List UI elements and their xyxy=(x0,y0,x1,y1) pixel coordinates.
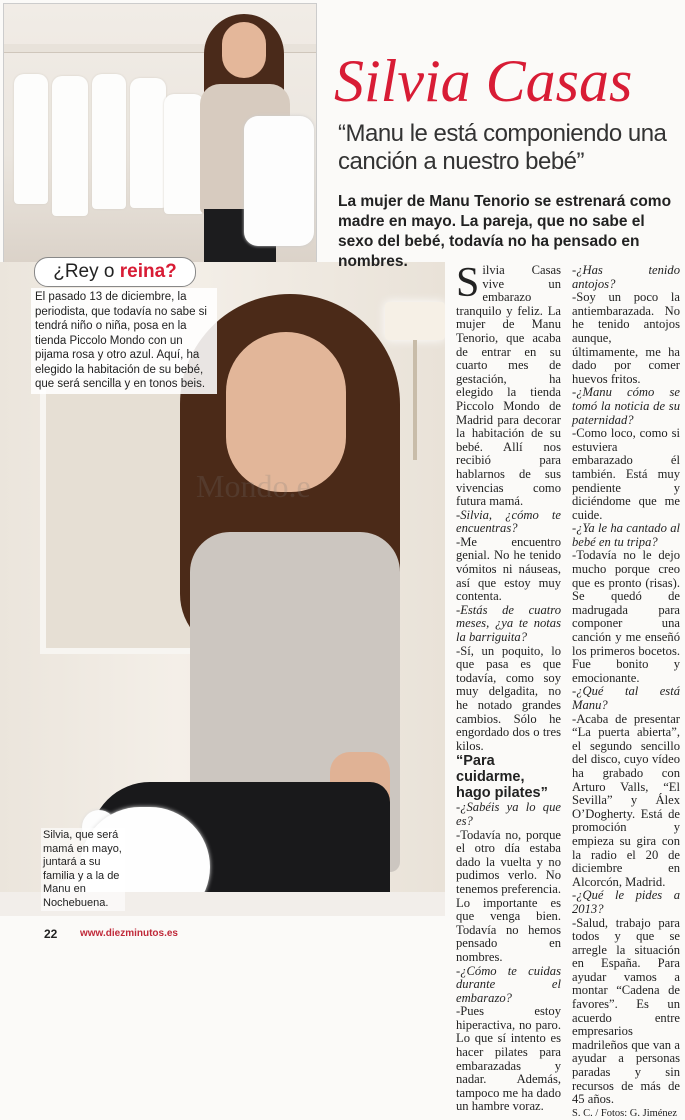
photo-caption-top: El pasado 13 de diciembre, la periodista, que todavía no sabe si tendrá niño o niña, posa en la tienda Piccolo Mondo con un pijama rosa y otro azul. Aquí, ha elegido la habitación de su bebé, que será sencilla y en tonos beis. xyxy=(31,288,217,394)
baby-garment xyxy=(92,74,126,209)
subtitle-quote: “Manu le está componiendo una canción a nuestro bebé” xyxy=(338,120,667,175)
white-onesie xyxy=(244,116,314,246)
dropcap: S xyxy=(456,260,480,306)
answer: -Como loco, como si estuviera embarazado él también. Está muy pendiente y diciéndome que me cuide. xyxy=(572,426,680,522)
badge-text: ¿Rey o xyxy=(53,261,120,282)
question: -¿Sabéis ya lo que es? xyxy=(456,800,561,828)
article-column-1 xyxy=(456,260,561,1114)
lamp xyxy=(385,302,445,340)
baby-garment xyxy=(164,94,204,214)
question: -¿Has tenido antojos? xyxy=(572,263,680,291)
photo-caption-bottom: Silvia, que será mamá en mayo, juntará a su familia y a la de Manu en Nochebuena. xyxy=(41,828,125,911)
question: -¿Manu cómo se tomó la noticia de su paternidad? xyxy=(572,385,680,427)
answer: -Sí, un poquito, lo que pasa es que todavía, como soy muy delgadita, no he notado grandes cambios. Sólo he engordado dos o tres kilos. xyxy=(456,643,561,753)
website-link[interactable]: www.diezminutos.es xyxy=(80,928,178,939)
answer: -Me encuentro genial. No he tenido vómitos ni náuseas, así que estoy muy contenta. xyxy=(456,534,561,604)
badge-highlight: reina? xyxy=(119,261,177,282)
baby-garment xyxy=(130,78,166,208)
subheading: “Para cuidarme, hago pilates” xyxy=(456,753,548,802)
page-number: 22 xyxy=(44,927,58,941)
question: -¿Ya le ha cantado al bebé en tu tripa? xyxy=(572,521,680,549)
woman-face xyxy=(222,22,266,78)
photo-credit: S. C. / Fotos: G. Jiménez xyxy=(572,1107,678,1119)
page-title: Silvia Casas xyxy=(334,48,633,114)
article-column-2 xyxy=(572,264,680,1120)
question: -Silvia, ¿cómo te encuentras? xyxy=(456,507,561,536)
answer: -Pues estoy hiperactiva, no paro. Lo que sí intento es hacer pilates para embarazadas y nadar. Además, tampoco me ha dado un hambre voraz. xyxy=(456,1004,561,1114)
baby-garment xyxy=(52,76,88,216)
badge xyxy=(34,257,196,287)
answer: -Todavía no le dejo mucho porque creo que es pronto (risas). Se quedó de madrugada para componer una canción y me enseñó los primeros bocetos. Fue bonito y emocionante. xyxy=(572,548,680,685)
lede: La mujer de Manu Tenorio se estrenará como madre en mayo. La pareja, que no sabe el sexo del bebé, todavía no ha pensado en nombres. xyxy=(338,193,672,270)
lamp-stem xyxy=(413,340,417,460)
answer: -Acaba de presentar “La puerta abierta”, el segundo sencillo del disco, cuyo vídeo ha grabado con Arturo Valls, “El Sevilla” y Álex O’Dogherty. Está de promoción y empieza su gira con la radio el 20 de diciembre en Alcorcón, Madrid. xyxy=(572,711,680,889)
answer: -Soy un poco la antiembarazada. No he tenido antojos aunque, últimamente, me ha dado por comer huevos fritos. xyxy=(572,290,680,386)
top-photo xyxy=(3,3,317,277)
question: -Estás de cuatro meses, ¿ya te notas la barriguita? xyxy=(456,602,561,645)
question: -¿Cómo te cuidas durante el embarazo? xyxy=(456,963,561,1005)
answer: -Salud, trabajo para todos y que se arregle la situación en España. Para ayudar vamos a montar “Cadena de favores”. Es un acuerdo entre empresarios madrileños que van a ayudar a personas paradas y sin recursos de más de 45 años. xyxy=(572,915,680,1107)
answer: -Todavía no, porque el otro día estaba dado la vuelta y no pudimos verlo. No tenemos preferencia. Lo importante es que venga bien. Todavía no hemos pensado en nombres. xyxy=(456,827,561,964)
question: -¿Qué tal está Manu? xyxy=(572,684,680,712)
watermark: Mondo.e xyxy=(196,468,311,504)
crib xyxy=(40,372,202,654)
question: -¿Qué le pides a 2013? xyxy=(572,888,680,916)
intro-paragraph: ilvia Casas vive un embarazo tranquilo y feliz. La mujer de Manu Tenorio, que acaba de entrar en su cuarto mes de gestación, ha elegido la tienda Piccolo Mondo de Madrid para decorar la habitación de su bebé. Allí nos recibió para hablarnos de sus vivencias como futura mamá. xyxy=(456,263,561,509)
baby-garment xyxy=(14,74,48,204)
